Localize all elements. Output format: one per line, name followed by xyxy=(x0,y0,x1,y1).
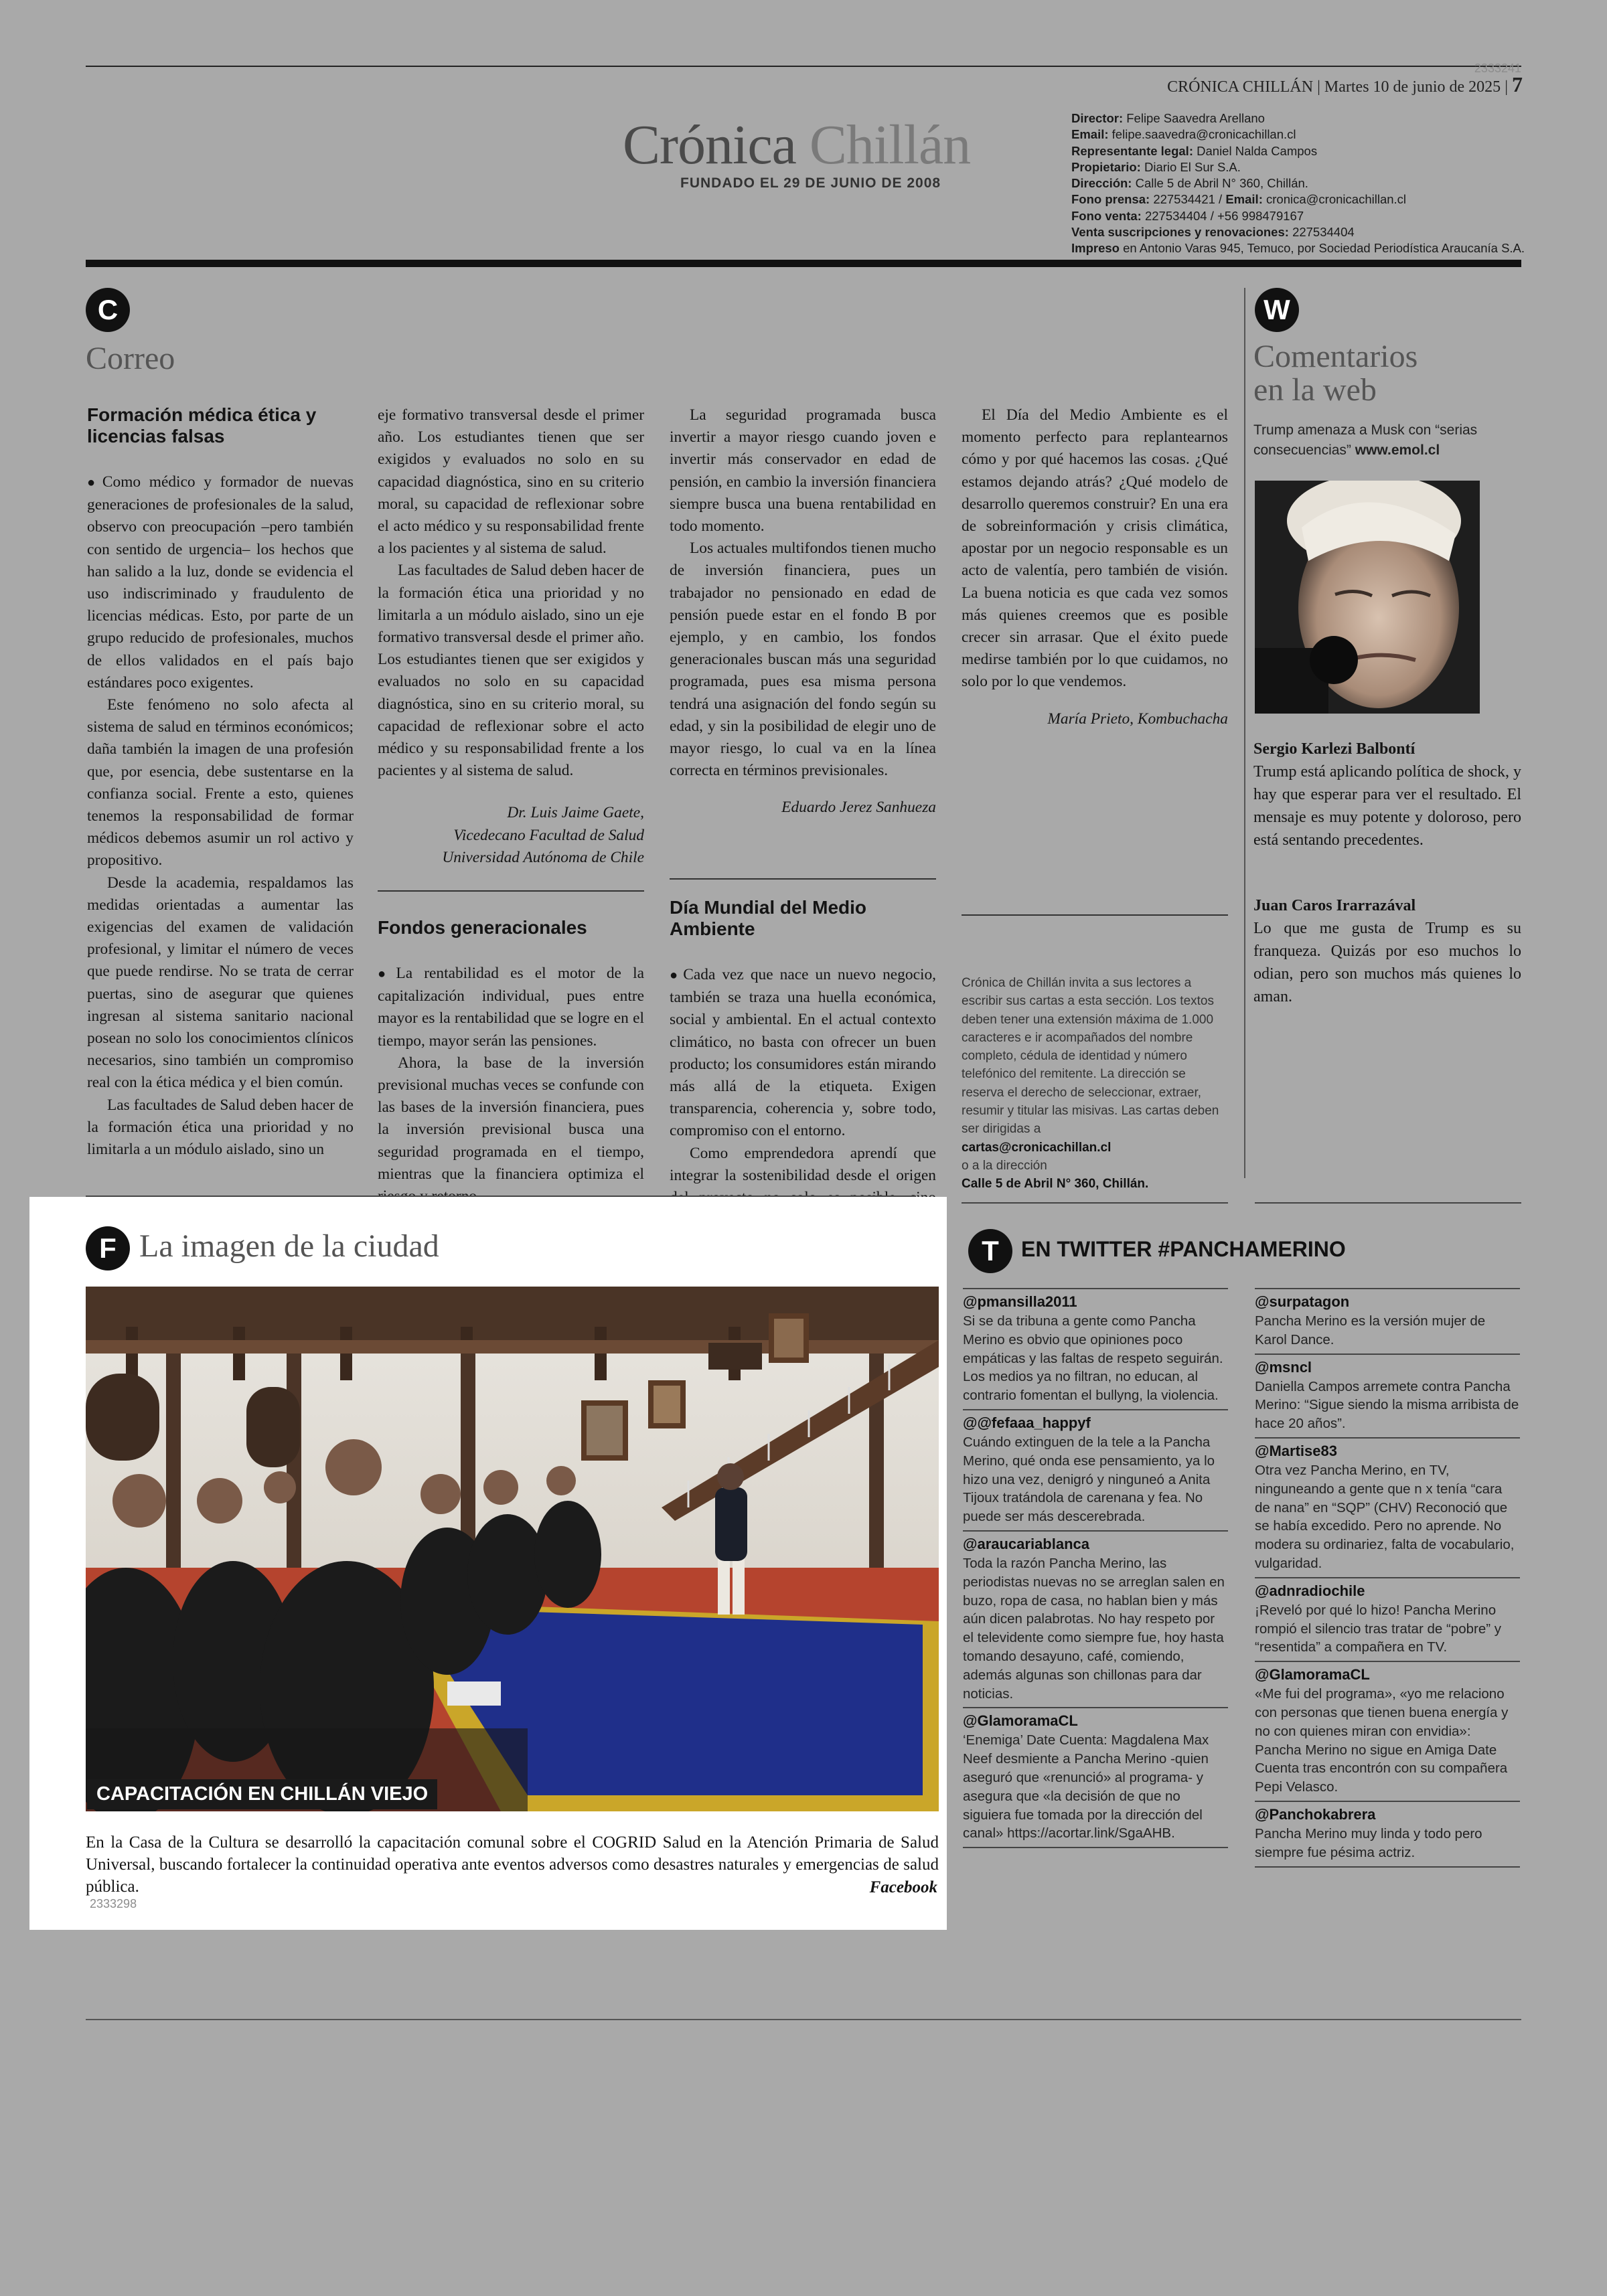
tweet-handle[interactable]: @araucariablanca xyxy=(963,1535,1089,1552)
notice-text: Crónica de Chillán invita a sus lectores a escribir sus cartas a esta sección. Los textos deben tener una extensión máxima de 1.000 caracteres e ir acompañados del nombre completo, cédula de identidad y número telefónico del remitente. La dirección se reserva el derecho de seleccionar, extraer, resumir y titular las misivas. Las cartas deben ser dirigidas a xyxy=(962,976,1219,1137)
web-teaser-site[interactable]: www.emol.cl xyxy=(1355,442,1440,458)
letter2-col3 xyxy=(670,404,936,819)
twitter-title: EN TWITTER #PANCHAMERINO xyxy=(1021,1237,1346,1261)
pageline-sep-2: | xyxy=(1505,78,1508,96)
tweet-handle[interactable]: @adnradiochile xyxy=(1255,1582,1365,1599)
tweet xyxy=(1255,1354,1520,1433)
letter1-sig1: Dr. Luis Jaime Gaete, xyxy=(507,804,644,822)
tweet-text: Otra vez Pancha Merino, en TV, ninguneando a gente que n x tenía “cara de nana” en “SQP” (CHV) Reconoció que se había excedido. Pero no aprende. No modera su ordinariez, falta de vocabulario, vulgaridad. xyxy=(1255,1462,1515,1571)
image-badge: F xyxy=(86,1226,130,1270)
tweet-text: Toda la razón Pancha Merino, las periodistas nuevas no se arreglan salen en buzo, ropa de casa, no hablan bien y más aún dicen palabrotas. No hay respeto por el televidente como siempre fue, hoy hasta tomando desayuno, café, comiendo, además algunas son chillonas para dar noticias. xyxy=(963,1555,1225,1702)
letter3-sig: María Prieto, Kombuchacha xyxy=(1047,710,1228,728)
letter2-heading: Fondos generacionales xyxy=(378,917,587,938)
section-rule-right xyxy=(1255,1202,1521,1204)
section-rule-mid xyxy=(962,1202,1228,1204)
logo-part-1: Crónica xyxy=(623,114,796,176)
twitter-col-end-rule xyxy=(963,1847,1228,1848)
bottom-rule xyxy=(86,2019,1521,2020)
page-number: 7 xyxy=(1512,72,1523,96)
tweet xyxy=(1255,1577,1520,1657)
tweet xyxy=(963,1288,1228,1405)
twitter-col-2 xyxy=(1255,1288,1520,1868)
letter1-p5: eje formativo transversal desde el primer año. Los estudiantes tienen que ser exigidos y evaluados no solo en su capacidad diagnóstica, sino en su criterio moral, su capacidad de reflexionar sobre el acto médico y su responsabilidad frente a los pacientes y al sistema de salud. xyxy=(378,406,644,558)
letter1-p6: Las facultades de Salud deben hacer de la formación ética una prioridad y no limitarla a un módulo aislado, sino un eje formativo transversal desde el primer año. Los estudiantes tienen que ser exigidos y evaluados no solo en su capacidad diagnóstica, sino en su criterio moral, su capacidad de reflexionar sobre el acto médico y su responsabilidad frente a los pacientes y al sistema de salud. xyxy=(378,562,644,780)
tweet-handle[interactable]: @pmansilla2011 xyxy=(963,1293,1077,1310)
info-line: Fono venta: 227534404 / +56 998479167 xyxy=(1071,208,1304,223)
twitter-badge: T xyxy=(968,1229,1012,1273)
portrait-illustration xyxy=(1255,481,1480,714)
tweet-handle[interactable]: @@fefaaa_happyf xyxy=(963,1414,1091,1431)
correo-title: Correo xyxy=(86,341,175,376)
logo-part-2: Chillán xyxy=(809,114,971,176)
info-line: Email: felipe.saavedra@cronicachillan.cl xyxy=(1071,127,1296,142)
pageline-sep: | xyxy=(1317,78,1320,96)
founded-line: FUNDADO EL 29 DE JUNIO DE 2008 xyxy=(680,175,941,191)
web-title xyxy=(1253,340,1418,407)
comment-author: Juan Caros Irarrazával xyxy=(1253,897,1416,914)
tweet-text: Pancha Merino es la versión mujer de Karol Dance. xyxy=(1255,1313,1486,1347)
pageline-date: Martes 10 de junio de 2025 xyxy=(1324,78,1501,96)
tweet-text: ‘Enemiga’ Date Cuenta: Magdalena Max Neef desmiente a Pancha Merino -quien aseguró que «renunció» al programa- y asegura que «la decisión de que no siguiera fue tomada por la dirección del canal» https://acortar.link/SgaAHB. xyxy=(963,1732,1209,1841)
letter2-p3: La seguridad programada busca invertir a mayor riesgo cuando joven e invertir más conservador en edad de pensión, en cambio la inversión financiera siempre busca una buena rentabilidad en todo momento. xyxy=(670,406,936,536)
letter1-p3: Desde la academia, respaldamos las medidas orientadas a aumentar las exigencias del examen de validación profesional, y limitar el número de veces que puede rendirse. No se trata de cerrar puertas, sino de asegurar que quienes ingresan al sistema sanitario nacional posean no solo los conocimientos clínicos necesarios, sino también un compromiso real con la ética médica y el bien común. xyxy=(87,874,354,1092)
tweet-handle[interactable]: @Martise83 xyxy=(1255,1442,1337,1459)
info-line: Dirección: Calle 5 de Abril N° 360, Chillán. xyxy=(1071,176,1308,191)
tweet xyxy=(1255,1661,1520,1797)
tweet-text: Cuándo extinguen de la tele a la Pancha Merino, qué onda ese pensamiento, ya lo hizo una vez, denigró y ninguneó a Anita Tijoux tratándola de carenana y fea. No puede ser más descerebrada. xyxy=(963,1434,1215,1525)
info-line: Venta suscripciones y renovaciones: 227534404 xyxy=(1071,225,1355,240)
trump-portrait-photo xyxy=(1255,481,1480,714)
staff-box xyxy=(1071,110,1525,257)
letter1-p4: Las facultades de Salud deben hacer de la formación ética una prioridad y no limitarla a un módulo aislado, sino un xyxy=(87,1096,354,1159)
web-comment xyxy=(1253,738,1521,851)
tweet-handle[interactable]: @Panchokabrera xyxy=(1255,1805,1376,1823)
top-rule xyxy=(86,66,1521,67)
letter-divider xyxy=(670,878,936,880)
web-column-divider xyxy=(1244,288,1245,1178)
tweet-text: Pancha Merino muy linda y todo pero siempre fue pésima actriz. xyxy=(1255,1825,1482,1860)
letter2-col2 xyxy=(378,917,644,1208)
web-title-line-1: Comentarios xyxy=(1253,339,1418,374)
letter1-sig2: Vicedecano Facultad de Salud xyxy=(453,826,644,844)
info-line: Fono prensa: 227534421 / Email: cronica@cronicachillan.cl xyxy=(1071,192,1407,207)
letter3-heading: Día Mundial del Medio Ambiente xyxy=(670,897,867,939)
city-photo-illustration xyxy=(86,1287,939,1811)
photo-tag: CAPACITACIÓN EN CHILLÁN VIEJO xyxy=(87,1779,437,1809)
web-badge: W xyxy=(1255,288,1299,332)
web-comment xyxy=(1253,894,1521,1008)
image-section-title: La imagen de la ciudad xyxy=(139,1228,439,1264)
letter1-heading: Formación médica ética y licencias falsas xyxy=(87,404,317,446)
tweet-text: ¡Reveló por qué lo hizo! Pancha Merino rompió el silencio tras tratar de “pobre” y “resentida” a compañera en TV. xyxy=(1255,1602,1502,1655)
letter3-p3: El Día del Medio Ambiente es el momento perfecto para replantearnos cómo y por qué hacemos las cosas. ¿Qué estamos dejando atrás? ¿Qué modelo de desarrollo queremos construir? En una era de sobreinformación y crisis climática, apostar por un negocio responsable es un acto de valentía, pero también de visión. La buena noticia es que cada vez somos más quienes creemos que es posible crecer sin arrasar. Que el éxito puede medirse también por lo que cuidamos, no solo por lo que vendemos. xyxy=(962,406,1228,691)
letters-notice xyxy=(962,974,1229,1194)
letter2-sig: Eduardo Jerez Sanhueza xyxy=(781,799,936,817)
comment-author: Sergio Karlezi Balbontí xyxy=(1253,740,1415,758)
comment-text: Lo que me gusta de Trump es su franqueza. Quizás por eso muchos lo odian, pero son muchos más quienes lo aman. xyxy=(1253,920,1521,1005)
masthead-logo xyxy=(623,112,970,177)
letter3-p1: ● Cada vez que nace un nuevo negocio, también se traza una huella económica, social y ambiental. En el actual contexto climático, no basta con ofrecer un buen producto; los consumidores están mirando más allá de la etiqueta. Exigen transparencia, coherencia y, sobre todo, compromiso con el entorno. xyxy=(670,964,936,1143)
tweet xyxy=(963,1409,1228,1526)
letter1-sig3: Universidad Autónoma de Chile xyxy=(442,848,644,866)
letter2-p4: Los actuales multifondos tienen mucho de inversión financiera, pues un trabajador no pensionado en edad de pensión puede estar en el fondo B por ejemplo, y en cambio, los fondos generacionales buscan más una seguridad programada, pues esa misma persona tendrá una asignación del fondo según su edad, y sin la posibilidad de elegir uno de mayor riesgo, lo cual va en la línea correcta en términos previsionales. xyxy=(670,540,936,780)
city-photo xyxy=(86,1287,939,1811)
tweet-text: Si se da tribuna a gente como Pancha Merino es obvio que opiniones poco empáticas y las faltas de respeto seguirán. Los medios ya no filtran, no educan, al contrario fomentan el bullyng, la violencia. xyxy=(963,1313,1223,1404)
photo-credit: Facebook xyxy=(869,1878,937,1896)
letter1-col1 xyxy=(87,404,354,1161)
web-title-line-2: en la web xyxy=(1253,372,1377,408)
web-teaser-text: Trump amenaza a Musk con “serias consecuencias” xyxy=(1253,422,1478,458)
letter1-p1: ● Como médico y formador de nuevas generaciones de profesionales de la salud, observo con preocupación –pero también con sentido de urgencia– los hechos que han salido a la luz, donde se evidencia el uso indiscriminado y fraudulento de licencias médicas. Esto, por parte de un grupo reducido de profesionales, muchos de ellos validados en el país bajo estándares poco exigentes. xyxy=(87,471,354,694)
info-line: Impreso en Antonio Varas 945, Temuco, por Sociedad Periodística Araucanía S.A. xyxy=(1071,241,1525,256)
letter2-p1: ● La rentabilidad es el motor de la capitalización individual, pues entre mayor es la rentabilidad que se logre en el tiempo, mayor serán las pensiones. xyxy=(378,963,644,1052)
letter3-col4 xyxy=(962,404,1228,730)
tweet-handle[interactable]: @msncl xyxy=(1255,1358,1312,1376)
info-line: Propietario: Diario El Sur S.A. xyxy=(1071,159,1241,174)
tweet xyxy=(1255,1437,1520,1573)
correo-badge: C xyxy=(86,288,130,332)
letter-divider xyxy=(378,890,644,892)
letter3-p2: Como emprendedora aprendí que integrar la sostenibilidad desde el origen xyxy=(670,1144,936,1184)
tweet-handle[interactable]: @surpatagon xyxy=(1255,1293,1350,1310)
twitter-col-end-rule xyxy=(1255,1866,1520,1868)
notice-or: o a la dirección xyxy=(962,1158,1047,1173)
letter2-p2: Ahora, la base de la inversión previsional muchas veces se confunde con las bases de la inversión financiera, pues la inversión previsional busca una seguridad programada en el tiempo, mientras que la financiera optimiza el xyxy=(378,1054,644,1183)
info-line: Director: Felipe Saavedra Arellano xyxy=(1071,111,1265,125)
tweet-handle[interactable]: @GlamoramaCL xyxy=(1255,1666,1370,1684)
web-teaser xyxy=(1253,420,1501,461)
pageline-paper: CRÓNICA CHILLÁN xyxy=(1167,78,1314,96)
photo-id: 2333298 xyxy=(90,1897,137,1910)
notice-divider xyxy=(962,914,1228,916)
notice-address: Calle 5 de Abril N° 360, Chillán. xyxy=(962,1177,1149,1192)
tweet-text: «Me fui del programa», «yo me relaciono con personas que tienen buena energía y no con quienes miran con envidia»: Pancha Merino no sigue en Amiga Date Cuenta tras encontrón con su compañera Pepi Velasco. xyxy=(1255,1686,1509,1795)
letter1-col2 xyxy=(378,404,644,869)
info-line: Representante legal: Daniel Nalda Campos xyxy=(1071,143,1318,158)
tweet xyxy=(963,1707,1228,1843)
comment-text: Trump está aplicando política de shock, y hay que esperar para ver el resultado. El mensaje es muy potente y doloroso, pero está sentando precedentes. xyxy=(1253,763,1521,849)
page-id-faint: 2333241 xyxy=(1474,62,1521,75)
page-line xyxy=(1167,72,1523,97)
tweet-handle[interactable]: @GlamoramaCL xyxy=(963,1712,1078,1730)
tweet xyxy=(1255,1801,1520,1862)
tweet xyxy=(963,1530,1228,1703)
twitter-col-1 xyxy=(963,1288,1228,1848)
tweet xyxy=(1255,1288,1520,1349)
photo-caption: En la Casa de la Cultura se desarrolló la capacitación comunal sobre el COGRID Salud en la Atención Primaria de Salud Universal, buscando fortalecer la continuidad operativa ante eventos adversos como desastres naturales y emergencias de salud pública. xyxy=(86,1833,939,1896)
letter1-p2: Este fenómeno no solo afecta al sistema de salud en términos económicos; daña también la imagen de una profesión que, por esencia, debe sustentarse en la confianza social. Frente a esto, quienes tenemos la responsabilidad de formar médicos debemos asumir un rol activo y propositivo. xyxy=(87,696,354,870)
header-thick-rule xyxy=(86,260,1521,267)
tweet-text: Daniella Campos arremete contra Pancha Merino: “Sigue siendo la misma arribista de hace 20 años”. xyxy=(1255,1378,1519,1432)
notice-email[interactable]: cartas@cronicachillan.cl xyxy=(962,1140,1112,1155)
